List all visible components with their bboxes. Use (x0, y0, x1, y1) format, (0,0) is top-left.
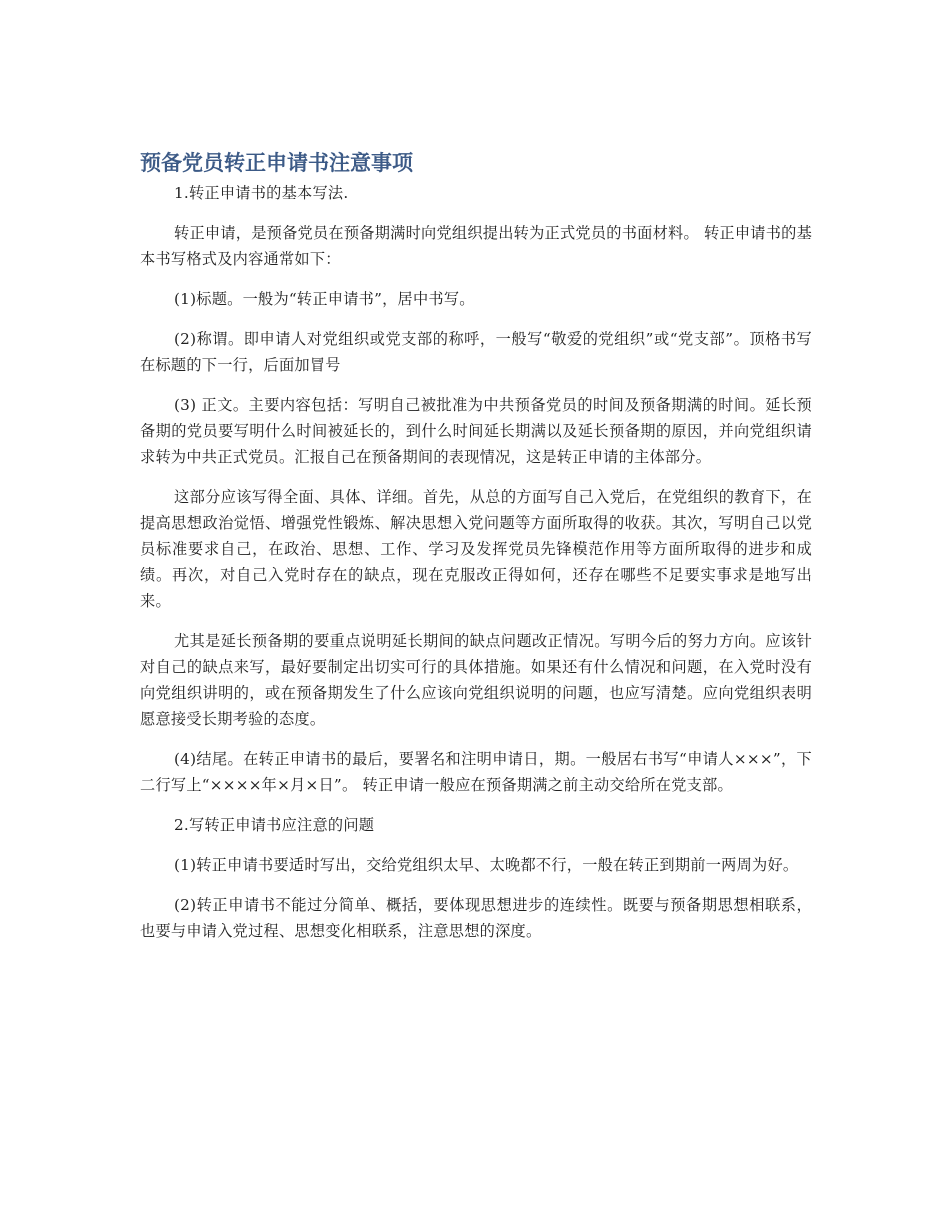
paragraph-ending-rule: (4)结尾。在转正申请书的最后，要署名和注明申请日，期。一般居右书写“申请人×××”，下二行写上“××××年×月×日”。 转正申请一般应在预备期满之前主动交给所在党支部。 (140, 750, 812, 794)
paragraph-body-rule: (3) 正文。主要内容包括：写明自己被批准为中共预备党员的时间及预备期满的时间。延长预备期的党员要写明什么时间被延长的，到什么时间延长期满以及延长预备期的原因，并向党组织请求转为中共正式党员。汇报自己在预备期间的表现情况，这是转正申请的主体部分。 (140, 396, 812, 466)
document-title: 预备党员转正申请书注意事项 (140, 151, 413, 175)
paragraph-salutation-rule: (2)称谓。即申请人对党组织或党支部的称呼，一般写“敬爱的党组织”或“党支部”。顶格书写在标题的下一行，后面加冒号 (140, 330, 812, 374)
paragraph-extension-note: 尤其是延长预备期的要重点说明延长期间的缺点问题改正情况。写明今后的努力方向。应该针对自己的缺点来写，最好要制定出切实可行的具体措施。如果还有什么情况和问题，在入党时没有向党组织讲明的，或在预备期发生了什么应该向党组织说明的问题，也应写清楚。应向党组织表明愿意接受长期考验的态度。 (140, 632, 812, 728)
document-page (140, 146, 812, 958)
paragraph-title-rule: (1)标题。一般为“转正申请书”，居中书写。 (174, 290, 475, 308)
paragraph-intro: 转正申请，是预备党员在预备期满时向党组织提出转为正式党员的书面材料。 转正申请书的基本书写格式及内容通常如下： (140, 224, 813, 268)
paragraph-heading-2: 2.写转正申请书应注意的问题 (174, 816, 375, 834)
paragraph-heading-1: 1.转正申请书的基本写法. (174, 184, 349, 202)
paragraph-note-2: (2)转正申请书不能过分简单、概括，要体现思想进步的连续性。既要与预备期思想相联系，也要与申请入党过程、思想变化相联系，注意思想的深度。 (140, 896, 812, 940)
paragraph-body-detail: 这部分应该写得全面、具体、详细。首先，从总的方面写自己入党后，在党组织的教育下，在提高思想政治觉悟、增强党性锻炼、解决思想入党问题等方面所取得的收获。其次，写明自己以党员标准要求自己，在政治、思想、工作、学习及发挥党员先锋模范作用等方面所取得的进步和成绩。再次，对自己入党时存在的缺点，现在克服改正得如何，还存在哪些不足要实事求是地写出来。 (140, 488, 812, 610)
paragraph-note-1: (1)转正申请书要适时写出，交给党组织太早、太晚都不行，一般在转正到期前一两周为好。 (174, 856, 799, 874)
